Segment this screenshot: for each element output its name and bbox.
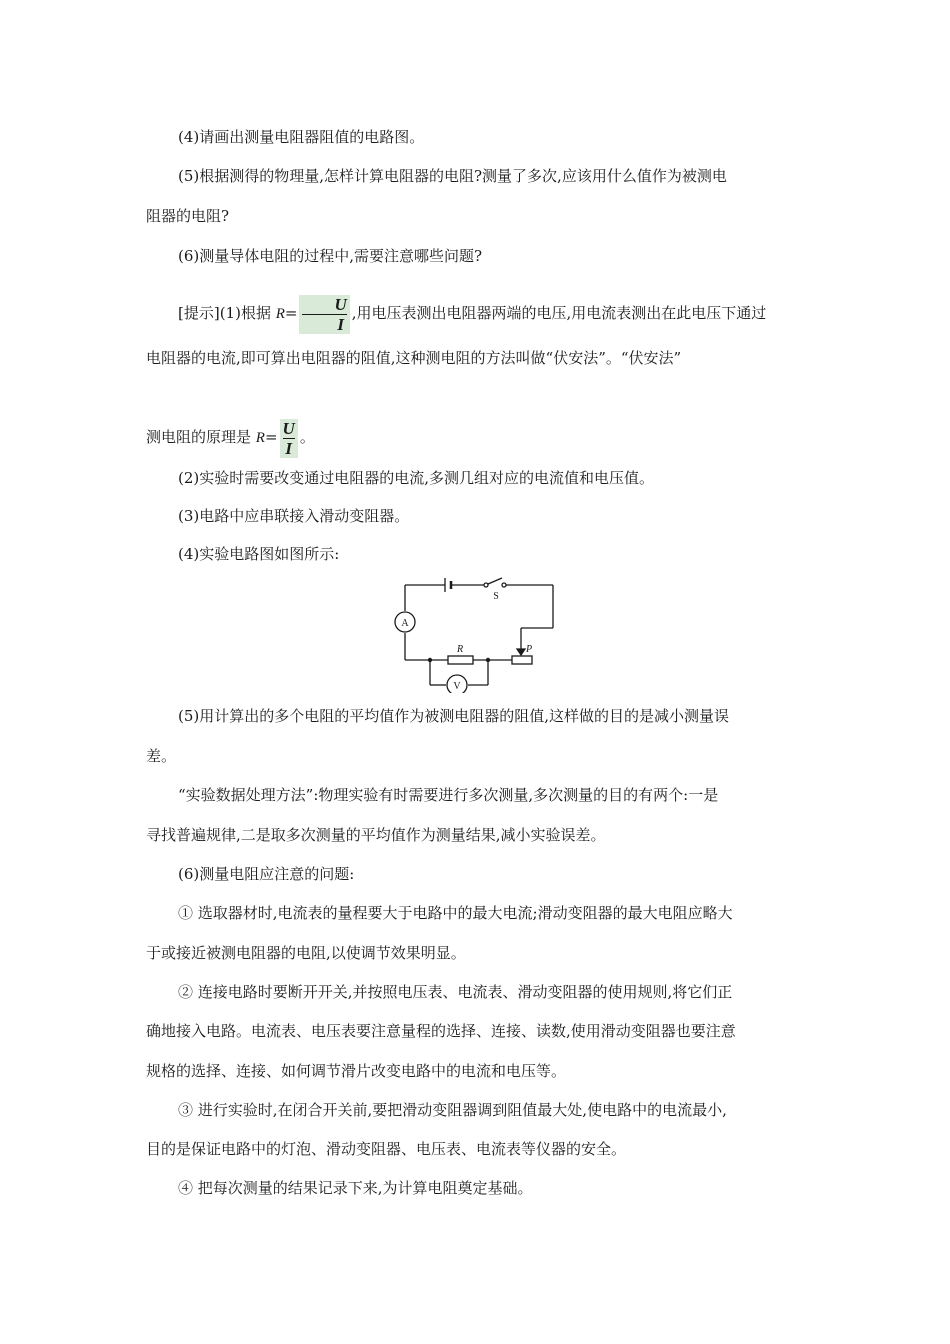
note-1-line1: ① 选取器材时,电流表的量程要大于电路中的最大电流;滑动变阻器的最大电阻应略大 (178, 904, 733, 922)
hint-point-4: (4)实验电路图如图所示: (178, 545, 340, 563)
r-symbol: R (255, 430, 265, 446)
hint-line1 (146, 293, 810, 334)
fraction-denominator: I (337, 314, 344, 334)
junction-dot (428, 658, 432, 662)
hint-line3-suffix: 。 (299, 428, 315, 446)
hint-line2: 电阻器的电流,即可算出电阻器的阻值,这种测电阻的方法叫做“伏安法”。“伏安法” (146, 349, 682, 367)
note-4: ④ 把每次测量的结果记录下来,为计算电阻奠定基础。 (178, 1179, 533, 1197)
resistor (448, 656, 473, 664)
method-line2: 寻找普遍规律,二是取多次测量的平均值作为测量结果,减小实验误差。 (146, 826, 606, 844)
question-5-line2: 阻器的电阻? (146, 207, 230, 225)
hint-line3 (146, 417, 810, 458)
r-symbol: R (275, 306, 285, 322)
question-5-line1: (5)根据测得的物理量,怎样计算电阻器的电阻?测量了多次,应该用什么值作为被测电 (178, 167, 727, 185)
note-1-line2: 于或接近被测电阻器的电阻,以使调节效果明显。 (146, 944, 466, 962)
switch-blade (488, 578, 502, 584)
u-over-i-fraction (299, 295, 349, 334)
note-2-line1: ② 连接电路时要断开开关,并按照电压表、电流表、滑动变阻器的使用规则,将它们正 (178, 983, 733, 1001)
hint-point-3: (3)电路中应串联接入滑动变阻器。 (178, 507, 410, 525)
switch-pivot (484, 583, 488, 587)
hint-line1-suffix: ,用电压表测出电阻器两端的电压,用电流表测出在此电压下通过 (351, 304, 767, 322)
hint-line3-prefix: 测电阻的原理是 (146, 428, 256, 446)
note-2-line2: 确地接入电路。电流表、电压表要注意量程的选择、连接、读数,使用滑动变阻器也要注意 (146, 1022, 736, 1040)
ammeter-label: A (401, 618, 409, 629)
switch-label: S (493, 591, 499, 602)
voltmeter-label: V (453, 681, 461, 692)
hint-prefix: [提示](1)根据 (178, 304, 276, 322)
question-6: (6)测量导体电阻的过程中,需要注意哪些问题? (178, 247, 483, 265)
u-over-i-fraction (280, 419, 298, 458)
equals-sign: = (284, 304, 298, 322)
equals-sign: = (264, 428, 278, 446)
note-3-line1: ③ 进行实验时,在闭合开关前,要把滑动变阻器调到阻值最大处,使电路中的电流最小, (178, 1101, 727, 1119)
resistor-label: R (456, 644, 464, 655)
switch-contact (502, 583, 506, 587)
hint-point-5-line2: 差。 (146, 747, 177, 765)
hint-point-2: (2)实验时需要改变通过电阻器的电流,多测几组对应的电流值和电压值。 (178, 469, 655, 487)
slider-arrow (517, 649, 525, 655)
rheostat (512, 656, 532, 664)
method-line1: “实验数据处理方法”:物理实验有时需要进行多次测量,多次测量的目的有两个:一是 (178, 786, 719, 804)
fraction-numerator: U (302, 295, 346, 315)
question-4: (4)请画出测量电阻器阻值的电路图。 (178, 128, 425, 146)
fraction-numerator: U (282, 418, 295, 438)
slider-label: P (525, 644, 533, 655)
circuit-diagram (388, 573, 560, 693)
note-2-line3: 规格的选择、连接、如何调节滑片改变电路中的电流和电压等。 (146, 1062, 567, 1080)
junction-dot (486, 658, 490, 662)
fraction-denominator: I (285, 438, 292, 458)
hint-point-6: (6)测量电阻应注意的问题: (178, 865, 355, 883)
hint-point-5-line1: (5)用计算出的多个电阻的平均值作为被测电阻器的阻值,这样做的目的是减小测量误 (178, 707, 730, 725)
note-3-line2: 目的是保证电路中的灯泡、滑动变阻器、电压表、电流表等仪器的安全。 (146, 1140, 627, 1158)
